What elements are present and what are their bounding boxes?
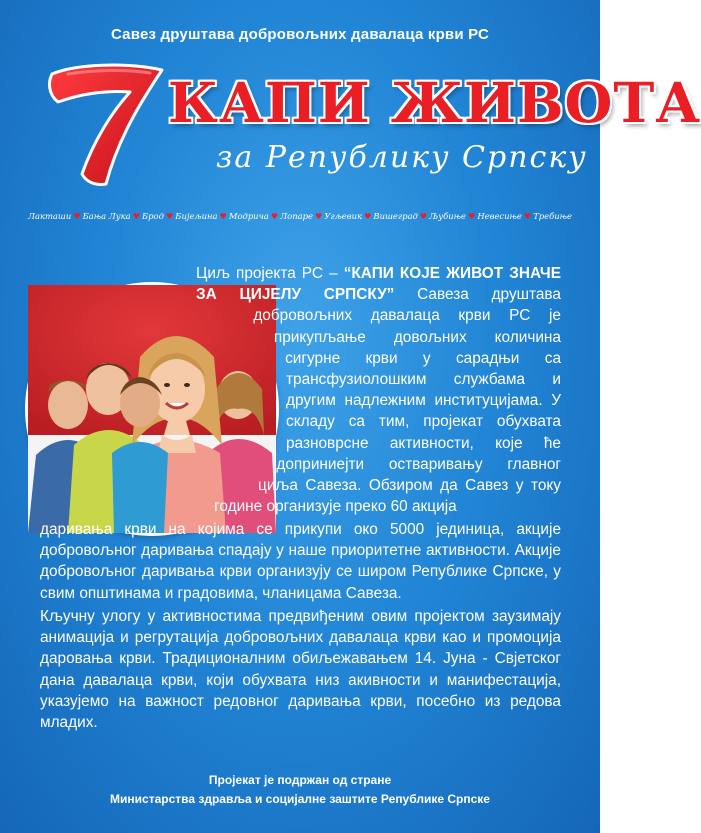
city-name: Љубиње [429,211,466,221]
project-motto: “КАПИ КОЈЕ ЖИВОТ ЗНАЧЕ ЗА ЦИЈЕЛУ СРПСКУ” [196,265,562,304]
intro-prefix: Циљ пројекта РС – [196,265,344,282]
city-name: Лакташи [28,211,72,221]
city-list [28,211,572,221]
heart-icon: ♥ [523,211,532,221]
organization-title: Савез друштава добровољних давалаца крви РС [110,26,490,43]
heart-icon: ♥ [315,211,323,221]
city-name: Невесиње [477,211,522,221]
city-name: Угљевик [324,211,363,221]
intro-continuation: даривања крви на којима се прикупи око 5000 јединица, акције добровољног даривања спадају у наше приоритетне активности. Акције добровољног даривања крви организују се широм Републике Српске, у свим општинама и градовима, чланицама Савеза. [40,521,561,602]
city-name: Лопаре [280,211,313,221]
second-paragraph: Кључну улогу у активностима предвиђеним овим пројектом заузимају анимација и регрутација добровољних давалаца крви као и промоција даровања крви. Традиционалним обиљежавањем 14. Јуна - Свјетског дана давалаца крви, који обухвата низ акивности и манифестација, указујемо на важност редовног даривања крви, посебно из редова младих. [40,608,561,732]
heart-icon: ♥ [468,211,476,221]
brand-title: КАПИ ЖИВОТА [168,70,701,135]
heart-icon: ♥ [73,211,81,221]
city-name: Бања Лука [82,211,131,221]
city-name: Модрича [228,211,269,221]
heart-icon: ♥ [364,211,372,221]
intro-body: Савеза друштава добровољних давалаца крви РС је прикупљање довољних количина сигурне крви у сарадњи са трансфузиолошким службама и другим надлежним институцијама. У складу са тим, пројекат обухвата разноврсне активности, које ће доприниејти остваривању главног циља Савеза. Обзиром да Савез у току године организује преко 60 акција [214,286,561,516]
seven-drop-icon [46,60,166,188]
heart-icon: ♥ [419,211,428,221]
heart-icon: ♥ [166,211,174,221]
city-name: Вишеград [373,211,418,221]
project-logo [40,60,701,200]
heart-icon: ♥ [132,211,140,221]
city-name: Бијељина [175,211,218,221]
city-name: Требиње [533,211,572,221]
intro-paragraph [196,263,561,517]
heart-icon: ♥ [270,211,279,221]
sponsor-line-1: Пројекат је подржан од стране [208,773,392,787]
sponsor-line-2: Министарства здравља и социјалне заштите Републике Српске [110,792,490,806]
brand-subtitle: за Републику Српску [216,140,588,175]
heart-icon: ♥ [219,211,227,221]
sponsor-footer [0,771,600,809]
city-name: Брод [142,211,164,221]
